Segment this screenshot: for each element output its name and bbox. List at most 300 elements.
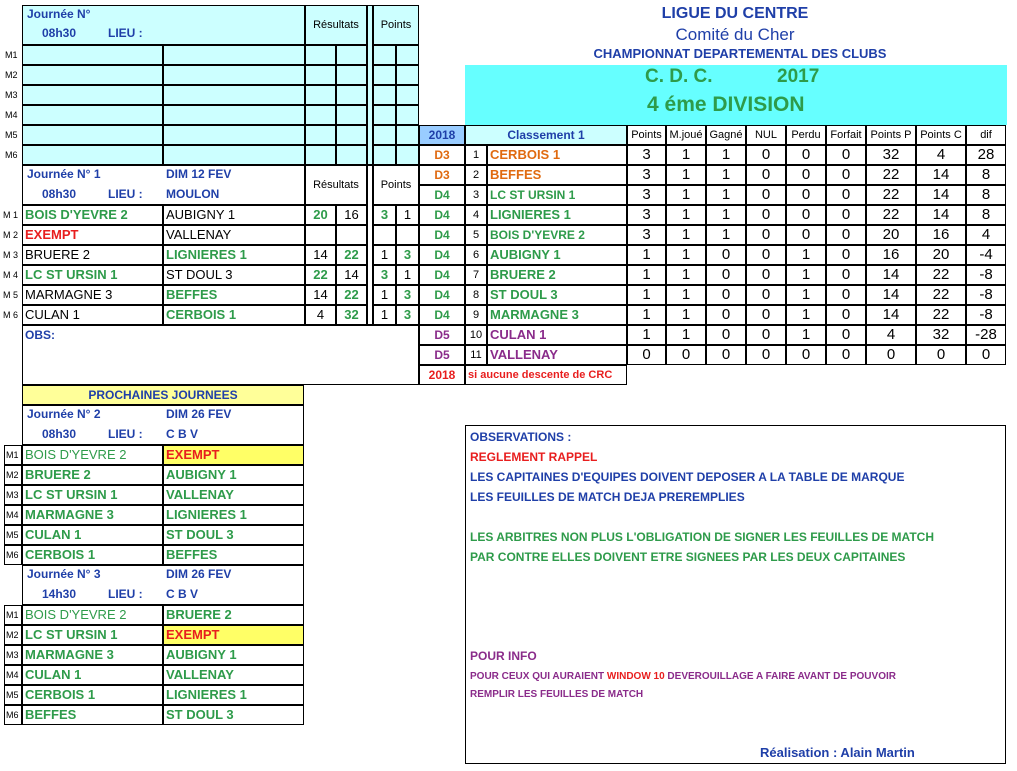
classement-col-header: Points: [627, 125, 666, 145]
j1-home-team: LC ST URSIN 1: [22, 265, 163, 285]
next-home-team: CULAN 1: [22, 665, 163, 685]
match-number-label: M3: [4, 645, 22, 665]
top-resultats-header: Résultats: [305, 5, 367, 45]
j1-away-team: BEFFES: [163, 285, 305, 305]
empty-points-cell: [396, 45, 419, 65]
classement-value: 22: [866, 205, 916, 225]
division-code: D4: [419, 185, 465, 205]
classement-value: 0: [826, 145, 866, 165]
next-home-team: BEFFES: [22, 705, 163, 725]
classement-year: 2018: [419, 125, 465, 145]
empty-score-cell: [336, 125, 367, 145]
classement-value: 0: [916, 345, 966, 365]
match-number-label: M5: [4, 685, 22, 705]
classement-value: 0: [746, 325, 786, 345]
pour-info: POUR INFO: [470, 649, 537, 663]
empty-score-cell: [305, 105, 336, 125]
j1-home-team: CULAN 1: [22, 305, 163, 325]
classement-value: -8: [966, 305, 1006, 325]
j1-away-team: ST DOUL 3: [163, 265, 305, 285]
classement-value: 14: [916, 185, 966, 205]
empty-home-cell: [22, 65, 163, 85]
next-away-team: LIGNIERES 1: [163, 505, 304, 525]
next-away-team: EXEMPT: [163, 625, 304, 645]
classement-value: 14: [866, 265, 916, 285]
j1-lieu: MOULON: [166, 187, 220, 201]
empty-away-cell: [163, 145, 305, 165]
cdc-banner: [465, 65, 1007, 125]
classement-value: 8: [966, 165, 1006, 185]
empty-home-cell: [22, 105, 163, 125]
classement-value: 0: [746, 165, 786, 185]
classement-value: 32: [866, 145, 916, 165]
windows-note: [470, 671, 896, 682]
next-away-team: BEFFES: [163, 545, 304, 565]
j1-away-score: 32: [336, 305, 367, 325]
empty-away-cell: [163, 125, 305, 145]
classement-value: -4: [966, 245, 1006, 265]
match-number-label: M 5: [3, 290, 19, 300]
classement-value: 0: [826, 345, 866, 365]
classement-value: 1: [627, 305, 666, 325]
j1-away-score: 22: [336, 285, 367, 305]
j1-home-team: EXEMPT: [22, 225, 163, 245]
journee-lieu-label: LIEU :: [108, 427, 143, 441]
windows-note-2: REMPLIR LES FEUILLES DE MATCH: [470, 689, 644, 700]
classement-value: 1: [706, 165, 746, 185]
division-code: D4: [419, 285, 465, 305]
match-number-label: M1: [4, 445, 22, 465]
j1-home-points: [373, 225, 396, 245]
empty-score-cell: [336, 45, 367, 65]
classement-value: 14: [866, 305, 916, 325]
classement-value: 22: [916, 305, 966, 325]
match-number-label: M1: [5, 50, 18, 60]
classement-value: 1: [786, 305, 826, 325]
top-time: 08h30: [42, 26, 77, 40]
match-number-label: M4: [4, 505, 22, 525]
classement-value: 1: [786, 245, 826, 265]
classement-value: 0: [966, 345, 1006, 365]
j1-home-team: BRUERE 2: [22, 245, 163, 265]
j1-date: DIM 12 FEV: [166, 167, 232, 181]
rank-number: 3: [465, 185, 487, 205]
empty-points-cell: [396, 145, 419, 165]
j1-away-team: AUBIGNY 1: [163, 205, 305, 225]
next-home-team: CERBOIS 1: [22, 545, 163, 565]
next-away-team: BRUERE 2: [163, 605, 304, 625]
division-code: D5: [419, 345, 465, 365]
journee-label: Journée N° 2: [27, 407, 101, 421]
classement-col-header: Gagné: [706, 125, 746, 145]
division-code: D5: [419, 325, 465, 345]
empty-score-cell: [336, 65, 367, 85]
next-away-team: ST DOUL 3: [163, 525, 304, 545]
classement-value: 0: [706, 245, 746, 265]
j1-away-points: 1: [396, 265, 419, 285]
classement-value: 0: [746, 345, 786, 365]
classement-value: 0: [746, 205, 786, 225]
next-home-team: LC ST URSIN 1: [22, 485, 163, 505]
classement-value: 28: [966, 145, 1006, 165]
rank-number: 6: [465, 245, 487, 265]
classement-team: VALLENAY: [487, 345, 627, 365]
empty-score-cell: [305, 45, 336, 65]
classement-value: 0: [786, 185, 826, 205]
division-code: D3: [419, 165, 465, 185]
next-home-team: MARMAGNE 3: [22, 505, 163, 525]
classement-value: 1: [706, 225, 746, 245]
classement-value: 0: [826, 265, 866, 285]
classement-value: 14: [866, 285, 916, 305]
empty-points-cell: [373, 85, 396, 105]
classement-value: 1: [627, 325, 666, 345]
empty-points-cell: [373, 105, 396, 125]
match-number-label: M1: [4, 605, 22, 625]
division-code: D4: [419, 205, 465, 225]
classement-value: 1: [706, 185, 746, 205]
match-number-label: M3: [5, 90, 18, 100]
ligue-title: LIGUE DU CENTRE: [661, 5, 809, 22]
classement-value: 20: [866, 225, 916, 245]
classement-value: 1: [786, 265, 826, 285]
classement-value: 20: [916, 245, 966, 265]
classement-value: 0: [627, 345, 666, 365]
footer-note: si aucune descente de CRC: [465, 365, 627, 385]
classement-value: 0: [826, 205, 866, 225]
rank-number: 1: [465, 145, 487, 165]
classement-value: 1: [666, 265, 706, 285]
j1-resultats-header: Résultats: [305, 165, 367, 205]
division-code: D4: [419, 245, 465, 265]
empty-score-cell: [305, 145, 336, 165]
empty-score-cell: [305, 125, 336, 145]
empty-away-cell: [163, 105, 305, 125]
empty-away-cell: [163, 45, 305, 65]
classement-value: 1: [666, 145, 706, 165]
rank-number: 11: [465, 345, 487, 365]
classement-value: 1: [786, 285, 826, 305]
j1-away-points: [396, 225, 419, 245]
obs-box: [22, 325, 419, 385]
j1-home-points: 1: [373, 245, 396, 265]
classement-value: 1: [627, 245, 666, 265]
classement-col-header: Forfait: [826, 125, 866, 145]
match-number-label: M5: [4, 525, 22, 545]
match-number-label: M2: [4, 625, 22, 645]
match-number-label: M5: [5, 130, 18, 140]
footer-year: 2018: [419, 365, 465, 385]
classement-team: BRUERE 2: [487, 265, 627, 285]
rank-number: 5: [465, 225, 487, 245]
journee-time: 14h30: [42, 587, 77, 601]
classement-value: 0: [826, 325, 866, 345]
classement-team: MARMAGNE 3: [487, 305, 627, 325]
j1-away-score: 14: [336, 265, 367, 285]
classement-value: 0: [826, 245, 866, 265]
classement-team: ST DOUL 3: [487, 285, 627, 305]
classement-value: 0: [706, 345, 746, 365]
classement-value: 1: [666, 245, 706, 265]
j1-away-points: 3: [396, 285, 419, 305]
classement-value: 14: [916, 165, 966, 185]
classement-value: 22: [866, 185, 916, 205]
classement-value: 0: [826, 165, 866, 185]
rank-number: 10: [465, 325, 487, 345]
classement-team: LIGNIERES 1: [487, 205, 627, 225]
j1-home-points: 1: [373, 285, 396, 305]
classement-value: 8: [966, 205, 1006, 225]
j1-away-points: 3: [396, 245, 419, 265]
empty-score-cell: [305, 85, 336, 105]
empty-home-cell: [22, 85, 163, 105]
journee-label: Journée N° 3: [27, 567, 101, 581]
obs-line-2: LES FEUILLES DE MATCH DEJA PREREMPLIES: [470, 490, 745, 504]
classement-col-header: Perdu: [786, 125, 826, 145]
match-number-label: M 6: [3, 310, 19, 320]
rank-number: 2: [465, 165, 487, 185]
next-away-team: ST DOUL 3: [163, 705, 304, 725]
classement-team: LC ST URSIN 1: [487, 185, 627, 205]
division-title: 4 éme DIVISION: [647, 93, 805, 116]
match-number-label: M6: [5, 150, 18, 160]
classement-value: 0: [746, 285, 786, 305]
match-number-label: M4: [4, 665, 22, 685]
classement-team: AUBIGNY 1: [487, 245, 627, 265]
journee-lieu-label: LIEU :: [108, 587, 143, 601]
championnat-title: CHAMPIONNAT DEPARTEMENTAL DES CLUBS: [593, 46, 887, 61]
j1-home-score: [305, 225, 336, 245]
j1-away-score: 16: [336, 205, 367, 225]
next-home-team: BOIS D'YEVRE 2: [22, 605, 163, 625]
classement-value: 8: [966, 185, 1006, 205]
classement-value: 1: [706, 205, 746, 225]
top-journee-label: Journée N°: [27, 7, 91, 21]
windows-note-b: WINDOW 10: [606, 671, 665, 682]
classement-value: 0: [786, 345, 826, 365]
cdc-label: C. D. C.: [645, 66, 713, 87]
classement-value: 0: [746, 265, 786, 285]
classement-value: 0: [666, 345, 706, 365]
j1-away-score: [336, 225, 367, 245]
match-number-label: M 4: [3, 270, 19, 280]
classement-value: 0: [706, 285, 746, 305]
classement-value: -8: [966, 265, 1006, 285]
rank-number: 9: [465, 305, 487, 325]
empty-score-cell: [336, 145, 367, 165]
classement-value: 1: [786, 325, 826, 345]
classement-col-header: dif: [966, 125, 1006, 145]
classement-col-header: Points C: [916, 125, 966, 145]
empty-points-cell: [373, 125, 396, 145]
j1-points-header: Points: [373, 165, 419, 205]
next-home-team: CERBOIS 1: [22, 685, 163, 705]
j1-away-points: 1: [396, 205, 419, 225]
empty-points-cell: [373, 45, 396, 65]
empty-points-cell: [396, 125, 419, 145]
empty-home-cell: [22, 145, 163, 165]
empty-away-cell: [163, 65, 305, 85]
classement-value: 1: [666, 225, 706, 245]
classement-value: 1: [666, 285, 706, 305]
top-lieu-label: LIEU :: [108, 26, 143, 40]
j1-home-points: 1: [373, 305, 396, 325]
classement-value: 0: [746, 225, 786, 245]
windows-note-c: DEVEROUILLAGE A FAIRE AVANT DE POUVOIR: [664, 671, 896, 682]
cdc-year: 2017: [777, 66, 820, 87]
empty-points-cell: [373, 145, 396, 165]
j1-away-score: 22: [336, 245, 367, 265]
classement-value: 1: [666, 325, 706, 345]
classement-col-header: Points P: [866, 125, 916, 145]
next-away-team: AUBIGNY 1: [163, 465, 304, 485]
obs-line-1: LES CAPITAINES D'EQUIPES DOIVENT DEPOSER A LA TABLE DE MARQUE: [470, 470, 905, 484]
classement-value: 16: [916, 225, 966, 245]
journee-lieu: C B V: [166, 587, 199, 601]
j1-time: 08h30: [42, 187, 77, 201]
classement-value: 0: [706, 325, 746, 345]
classement-value: 22: [866, 165, 916, 185]
classement-value: 0: [786, 165, 826, 185]
windows-note-a: POUR CEUX QUI AURAIENT: [470, 671, 607, 682]
classement-value: 1: [627, 265, 666, 285]
classement-value: 1: [627, 285, 666, 305]
classement-team: BOIS D'YEVRE 2: [487, 225, 627, 245]
journee-date: DIM 26 FEV: [166, 567, 232, 581]
classement-value: 0: [706, 265, 746, 285]
j1-home-team: BOIS D'YEVRE 2: [22, 205, 163, 225]
j1-home-score: 4: [305, 305, 336, 325]
match-number-label: M 3: [3, 250, 19, 260]
reglement-rappel: REGLEMENT RAPPEL: [470, 450, 598, 464]
j1-away-team: LIGNIERES 1: [163, 245, 305, 265]
observations-title: OBSERVATIONS :: [470, 430, 572, 444]
classement-value: 0: [746, 305, 786, 325]
next-away-team: LIGNIERES 1: [163, 685, 304, 705]
j1-home-points: 3: [373, 265, 396, 285]
next-away-team: VALLENAY: [163, 485, 304, 505]
j1-home-score: 14: [305, 285, 336, 305]
next-away-team: AUBIGNY 1: [163, 645, 304, 665]
rank-number: 7: [465, 265, 487, 285]
j1-home-points: 3: [373, 205, 396, 225]
division-code: D3: [419, 145, 465, 165]
classement-value: 0: [786, 145, 826, 165]
classement-value: 4: [966, 225, 1006, 245]
classement-value: 3: [627, 225, 666, 245]
classement-value: 16: [866, 245, 916, 265]
obs-line-3: LES ARBITRES NON PLUS L'OBLIGATION DE SIGNER LES FEUILLES DE MATCH: [470, 530, 934, 544]
next-home-team: LC ST URSIN 1: [22, 625, 163, 645]
classement-value: 3: [627, 165, 666, 185]
classement-team: CULAN 1: [487, 325, 627, 345]
empty-home-cell: [22, 125, 163, 145]
empty-away-cell: [163, 85, 305, 105]
empty-score-cell: [305, 65, 336, 85]
top-points-header: Points: [373, 5, 419, 45]
classement-value: 1: [706, 145, 746, 165]
classement-value: 3: [627, 145, 666, 165]
classement-value: 1: [666, 305, 706, 325]
classement-value: 3: [627, 185, 666, 205]
obs-label: OBS:: [25, 328, 55, 342]
next-home-team: CULAN 1: [22, 525, 163, 545]
classement-value: 0: [746, 245, 786, 265]
match-number-label: M4: [5, 110, 18, 120]
match-number-label: M2: [4, 465, 22, 485]
classement-value: 4: [916, 145, 966, 165]
empty-points-cell: [373, 65, 396, 85]
classement-value: -8: [966, 285, 1006, 305]
classement-value: 0: [746, 185, 786, 205]
classement-value: 22: [916, 285, 966, 305]
classement-value: 1: [666, 205, 706, 225]
classement-value: 1: [666, 165, 706, 185]
next-home-team: BRUERE 2: [22, 465, 163, 485]
division-code: D4: [419, 305, 465, 325]
match-number-label: M6: [4, 705, 22, 725]
observations-box: [465, 425, 1006, 764]
classement-value: 0: [786, 205, 826, 225]
classement-value: -28: [966, 325, 1006, 345]
classement-value: 0: [826, 285, 866, 305]
match-number-label: M 1: [3, 210, 19, 220]
rank-number: 4: [465, 205, 487, 225]
prochaines-title: PROCHAINES JOURNEES: [22, 385, 304, 405]
journee-date: DIM 26 FEV: [166, 407, 232, 421]
classement-col-header: NUL: [746, 125, 786, 145]
next-home-team: MARMAGNE 3: [22, 645, 163, 665]
classement-title: Classement 1: [465, 125, 627, 145]
division-code: D4: [419, 265, 465, 285]
empty-points-cell: [396, 105, 419, 125]
match-number-label: M 2: [3, 230, 19, 240]
journee-lieu: C B V: [166, 427, 199, 441]
empty-score-cell: [336, 85, 367, 105]
j1-home-team: MARMAGNE 3: [22, 285, 163, 305]
classement-value: 3: [627, 205, 666, 225]
j1-away-team: VALLENAY: [163, 225, 305, 245]
obs-line-4: PAR CONTRE ELLES DOIVENT ETRE SIGNEES PAR LES DEUX CAPITAINES: [470, 550, 906, 564]
classement-value: 22: [916, 265, 966, 285]
classement-value: 14: [916, 205, 966, 225]
j1-journee: Journée N° 1: [27, 167, 101, 181]
match-number-label: M2: [5, 70, 18, 80]
classement-value: 0: [786, 225, 826, 245]
comite-title: Comité du Cher: [675, 25, 795, 44]
empty-score-cell: [336, 105, 367, 125]
j1-home-score: 22: [305, 265, 336, 285]
classement-value: 0: [826, 185, 866, 205]
division-code: D4: [419, 225, 465, 245]
match-number-label: M3: [4, 485, 22, 505]
empty-points-cell: [396, 65, 419, 85]
next-away-team: VALLENAY: [163, 665, 304, 685]
classement-value: 4: [866, 325, 916, 345]
classement-value: 0: [706, 305, 746, 325]
empty-points-cell: [396, 85, 419, 105]
j1-home-score: 20: [305, 205, 336, 225]
classement-team: BEFFES: [487, 165, 627, 185]
j1-home-score: 14: [305, 245, 336, 265]
classement-team: CERBOIS 1: [487, 145, 627, 165]
j1-away-points: 3: [396, 305, 419, 325]
next-home-team: BOIS D'YEVRE 2: [22, 445, 163, 465]
classement-col-header: M.joué: [666, 125, 706, 145]
realisation: Réalisation : Alain Martin: [760, 745, 915, 760]
next-away-team: EXEMPT: [163, 445, 304, 465]
match-number-label: M6: [4, 545, 22, 565]
